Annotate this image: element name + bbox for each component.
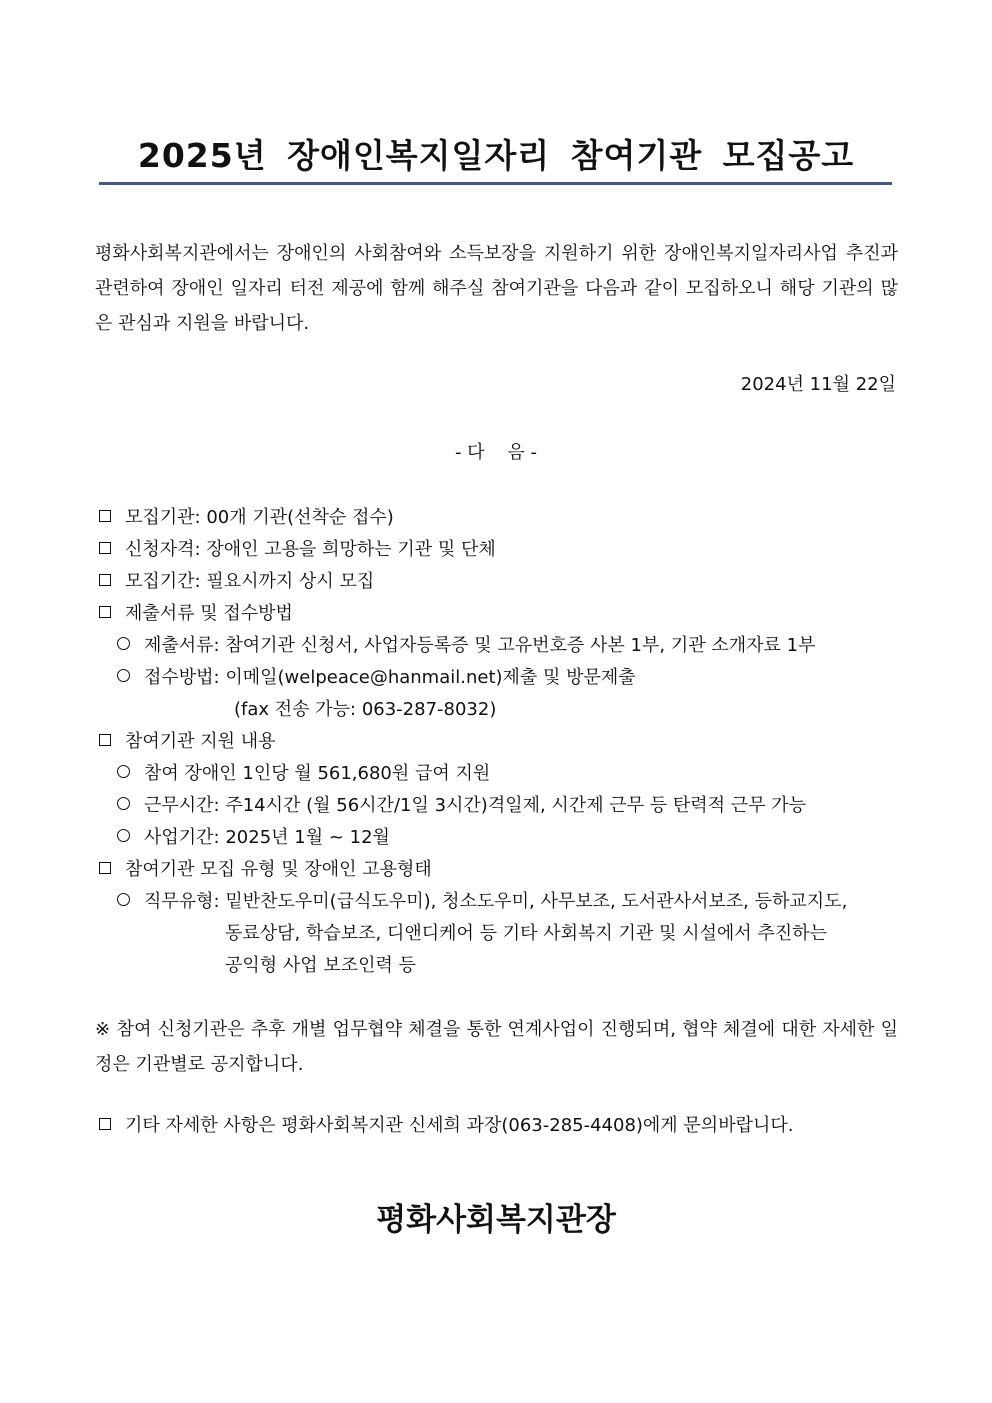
intro-paragraph: 평화사회복지관에서는 장애인의 사회참여와 소득보장을 지원하기 위한 장애인복지일자리사업 추진과 관련하여 장애인 일자리 터전 제공에 함께 해주실 참여기관을 다음과 같이 모집하오니 해당 기관의 많은 관심과 지원을 바랍니다. <box>95 243 898 334</box>
job-types-line-2: 동료상담, 학습보조, 디앤디케어 등 기타 사회복지 기관 및 시설에서 추진하는 <box>225 923 827 944</box>
documents-heading-text: 제출서류 및 접수방법 <box>125 603 293 624</box>
announcement-date: 2024년 11월 22일 <box>740 374 896 395</box>
list-item-period <box>99 567 374 593</box>
contact-item <box>99 1111 793 1137</box>
title-underline <box>99 182 892 185</box>
circle-bullet-icon <box>117 893 130 906</box>
eligibility-text: 신청자격: 장애인 고용을 희망하는 기관 및 단체 <box>125 539 496 560</box>
job-types-line-1: 직무유형: 밑반찬도우미(급식도우미), 청소도우미, 사무보조, 도서관사서보조, 등하교지도, <box>144 891 848 912</box>
square-bullet-icon <box>99 606 111 618</box>
sub-item-support-hours <box>117 791 806 817</box>
method-text: 접수방법: 이메일(welpeace@hanmail.net)제출 및 방문제출 <box>144 667 636 688</box>
support-hours-text: 근무시간: 주14시간 (월 56시간/1일 3시간)격일제, 시간제 근무 등 탄력적 근무 가능 <box>144 795 807 816</box>
signature: 평화사회복지관장 <box>376 1202 616 1238</box>
list-item-types-heading <box>99 855 432 881</box>
recruit-count-text: 모집기관: 00개 기관(선착순 접수) <box>125 507 394 528</box>
section-separator: - 다 음 - <box>454 442 538 463</box>
support-wage-text: 참여 장애인 1인당 월 561,680원 급여 지원 <box>144 763 491 784</box>
circle-bullet-icon <box>117 829 130 842</box>
sub-item-documents <box>117 631 815 657</box>
page-title: 2025년 장애인복지일자리 참여기관 모집공고 <box>137 136 855 175</box>
circle-bullet-icon <box>117 637 130 650</box>
square-bullet-icon <box>99 574 111 586</box>
period-text: 모집기간: 필요시까지 상시 모집 <box>125 571 375 592</box>
square-bullet-icon <box>99 1118 111 1130</box>
list-item-eligibility <box>99 535 496 561</box>
list-item-support-heading <box>99 727 276 753</box>
sub-item-support-wage <box>117 759 490 785</box>
types-heading-text: 참여기관 모집 유형 및 장애인 고용형태 <box>125 859 432 880</box>
circle-bullet-icon <box>117 765 130 778</box>
sub-item-method <box>117 663 636 689</box>
contact-text: 기타 자세한 사항은 평화사회복지관 신세희 과장(063-285-4408)에게 문의바랍니다. <box>125 1115 794 1136</box>
documents-text: 제출서류: 참여기관 신청서, 사업자등록증 및 고유번호증 사본 1부, 기관 소개자료 1부 <box>144 635 816 656</box>
square-bullet-icon <box>99 734 111 746</box>
circle-bullet-icon <box>117 669 130 682</box>
sub-item-job-types <box>117 887 847 913</box>
list-item-documents-heading <box>99 599 293 625</box>
square-bullet-icon <box>99 542 111 554</box>
sub-item-support-period <box>117 823 390 849</box>
job-types-line-3: 공익형 사업 보조인력 등 <box>225 955 417 976</box>
support-heading-text: 참여기관 지원 내용 <box>125 731 276 752</box>
circle-bullet-icon <box>117 797 130 810</box>
method-fax-text: (fax 전송 가능: 063-287-8032) <box>234 699 497 720</box>
support-period-text: 사업기간: 2025년 1월 ~ 12월 <box>144 827 390 848</box>
list-item-recruit-count <box>99 503 394 529</box>
square-bullet-icon <box>99 510 111 522</box>
square-bullet-icon <box>99 862 111 874</box>
note-paragraph: ※ 참여 신청기관은 추후 개별 업무협약 체결을 통한 연계사업이 진행되며, 협약 체결에 대한 자세한 일정은 기관별로 공지합니다. <box>95 1019 898 1075</box>
